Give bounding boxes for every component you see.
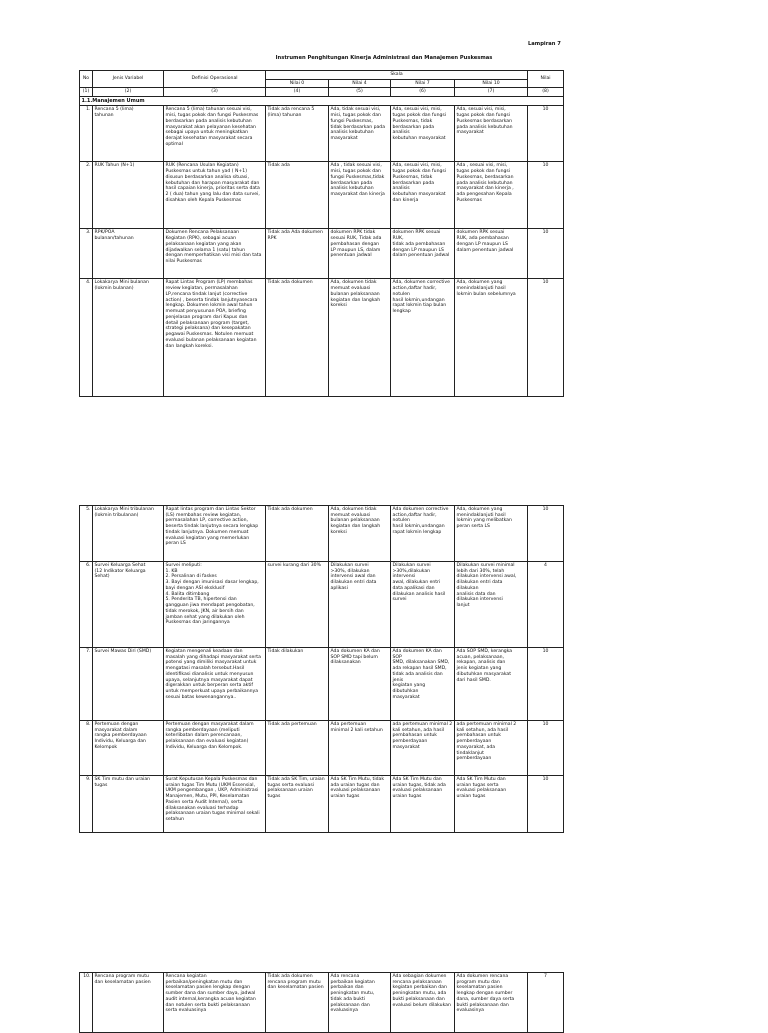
- cell-jenis-variabel: Rencana program mutu dan keselamatan pasien: [93, 973, 164, 1033]
- cell-nilai-10: Ada, dokumen yang menindaklanjuti hasil lokmin bulan sebelumnya: [455, 279, 528, 397]
- cell-nilai-0: Tidak ada Ada dokumen RPK: [266, 229, 329, 279]
- cell-nilai: 10: [528, 648, 564, 721]
- row-number: 3.: [80, 229, 93, 279]
- header-no: No: [80, 71, 93, 88]
- header-nilai-4: Nilai 4: [329, 79, 391, 88]
- cell-nilai-0: Tidak ada pertemuan: [266, 721, 329, 776]
- cell-definisi-operasional: Survei meliputi: 1. KB 2. Persalinan di faskes 3. Bayi dengan imunisasi dasar lengkap, bayi dengan ASI eksklusif 4. Balita ditimbang 5. Penderita TB, hipertensi dan gangguan jiwa mendapat pengobatan, tidak merokok, JKN, air bersih dan jamban sehat yang dilakukan oleh Puskesmas dan jaringannya: [164, 562, 266, 648]
- cell-nilai-4: Ada dokumen KA dan SOP SMD tapi belum dilaksanakan: [329, 648, 391, 721]
- colnum: (4): [266, 88, 329, 97]
- colnum: (1): [80, 88, 93, 97]
- cell-jenis-variabel: RPK/POA bulanan/tahunan: [93, 229, 164, 279]
- table-row: [80, 506, 564, 562]
- table-row: [80, 648, 564, 721]
- header-nilai: Nilai: [528, 71, 564, 88]
- row-number: 1.: [80, 106, 93, 162]
- cell-nilai-4: Ada, tidak sesuai visi, misi, tugas pokok dan fungsi Puskesmas, tidak berdasarkan pada analisis kebutuhan masyarakat: [329, 106, 391, 162]
- cell-nilai-0: Tidak ada: [266, 162, 329, 229]
- cell-nilai-10: Ada , sesuai visi, misi, tugas pokok dan fungsi Puskesmas, berdasarkan pada analisis kebutuhan masyarakat dan kinerja , ada pengesahan Kepala Puskesmas: [455, 162, 528, 229]
- header-definisi-operasional: Definisi Operasional: [164, 71, 266, 88]
- row-number: 2.: [80, 162, 93, 229]
- cell-nilai-0: Tidak ada dokumen rencana program mutu dan keselamatan pasien: [266, 973, 329, 1033]
- colnum: (6): [391, 88, 455, 97]
- row-number: 6.: [80, 562, 93, 648]
- header-nilai-7: Nilai 7: [391, 79, 455, 88]
- header-skala: Skala: [266, 71, 528, 80]
- cell-nilai-0: Tidak ada SK Tim, uraian tugas serta evaluasi pelaksanaan uraian tugas: [266, 776, 329, 833]
- cell-nilai-10: Ada dokumen rencana program mutu dan keselamatan pasien lengkap dengan sumber dana, sumber daya serta bukti pelaksanaan dan evaluasinya: [455, 973, 528, 1033]
- cell-nilai-4: Ada SK Tim Mutu, tidak ada uraian tugas dan evaluasi pelaksanaan uraian tugas: [329, 776, 391, 833]
- cell-nilai-4: Ada, dokumen tidak memuat evaluasi bulanan pelaksanaan kegiatan dan langkah koreksi: [329, 506, 391, 562]
- cell-nilai-10: Dilakukan survei minimal lebih dari 30%, telah dilakukan intervensi awal, dilakukan entri data dilakukan analisis data dan dilakukan intervensi lanjut: [455, 562, 528, 648]
- table-row: [80, 776, 564, 833]
- cell-definisi-operasional: Kegiatan mengenali keadaan dan masalah yang dihadapi masyarakat serta potensi yang dimiliki masyarakat untuk mengatasi masalah tersebut.Hasil identifikasi dianalisis untuk menyusun upaya, selanjutnya masyarakat dapat digerakkan untuk berperan serta aktif untuk memperkuat upaya perbaikannya sesuai batas kewenangannya..: [164, 648, 266, 721]
- cell-nilai-10: Ada, dokumen yang menindaklanjuti hasil lokmin yang melibatkan peran serta LS: [455, 506, 528, 562]
- cell-definisi-operasional: Rapat lintas program dan Lintas Sektor (LS) membahas review kegiatan, permasalahan LP, corrective action, beserta tindak lanjutnya secara lengkap tindak lanjutnya. Dokumen memuat evaluasi kegiatan yang memerlukan peran LS: [164, 506, 266, 562]
- colnum: (5): [329, 88, 391, 97]
- cell-nilai: 4: [528, 562, 564, 648]
- header-nilai-10: Nilai 10: [455, 79, 528, 88]
- cell-nilai-0: Tidak dilakukan: [266, 648, 329, 721]
- colnum: (2): [93, 88, 164, 97]
- cell-nilai: 10: [528, 506, 564, 562]
- cell-jenis-variabel: SK Tim mutu dan uraian tugas: [93, 776, 164, 833]
- cell-nilai-10: Ada SOP SMD, kerangka acuan, pelaksanaan, rekapan, analisis dan jenis kegiatan yang dibutuhkan masyarakat dari hasil SMD.: [455, 648, 528, 721]
- cell-nilai: 10: [528, 229, 564, 279]
- cell-jenis-variabel: Pertemuan dengan masyarakat dalam rangka pemberdayaan Individu, Keluarga dan Kelompok: [93, 721, 164, 776]
- cell-nilai-7: ada pertemuan minimal 2 kali setahun, ada hasil pembahasan untuk pemberdayaan masyarakat: [391, 721, 455, 776]
- cell-nilai-0: Tidak ada rencana 5 (lima) tahunan: [266, 106, 329, 162]
- cell-nilai-0: Tidak ada dokumen: [266, 506, 329, 562]
- cell-definisi-operasional: Rencana 5 (lima) tahunan sesuai visi, misi, tugas pokok dan fungsi Puskesmas berdasarkan pada analisis kebutuhan masyarakat akan pelayanan kesehatan sebagai upaya untuk meningkatkan derajat kesehatan masyarakat secara optimal: [164, 106, 266, 162]
- cell-nilai-7: Ada, dokumen corrective action,daftar hadir, notulen hasil lokmin,undangan rapat lokmin tiap bulan lengkap: [391, 279, 455, 397]
- cell-jenis-variabel: Lokakarya Mini tribulanan (lokmin tribulanan): [93, 506, 164, 562]
- cell-nilai-4: Ada, dokumen tidak memuat evaluasi bulanan pelaksanaan kegiatan dan langkah koreksi: [329, 279, 391, 397]
- cell-nilai-0: Tidak ada dokumen: [266, 279, 329, 397]
- cell-nilai-4: Dilakukan survei >30%, dilakukan intervensi awal dan dilakukan entri data aplikasi: [329, 562, 391, 648]
- header-jenis-variabel: Jenis Variabel: [93, 71, 164, 88]
- cell-nilai-7: Ada SK Tim Mutu dan uraian tugas, tidak ada evaluasi pelaksanaan uraian tugas: [391, 776, 455, 833]
- cell-nilai-7: Ada, sesuai visi, misi, tugas pokok dan fungsi Puskesmas, tidak berdasarkan pada analisis kebutuhan masyarakat dan kinerja: [391, 162, 455, 229]
- cell-nilai-7: Ada dokumen corrective action,daftar hadir, notulen hasil lokmin,undangan rapat lokmin lengkap: [391, 506, 455, 562]
- cell-nilai: 10: [528, 279, 564, 397]
- cell-nilai-0: survei kurang dari 30%: [266, 562, 329, 648]
- table-row: [80, 562, 564, 648]
- cell-nilai: 10: [528, 162, 564, 229]
- document-title: Instrumen Penghitungan Kinerja Administrasi dan Manajemen Puskesmas: [275, 55, 493, 61]
- row-number: 10.: [80, 973, 93, 1033]
- colnum: (8): [528, 88, 564, 97]
- cell-nilai-10: ada pertemuan minimal 2 kali setahun, ada hasil pembahasan untuk pemberdayaan masyarakat, ada tindaklanjut pemberdayaan: [455, 721, 528, 776]
- cell-jenis-variabel: Lokakarya Mini bulanan (lokmin bulanan): [93, 279, 164, 397]
- table-row: [80, 162, 564, 229]
- cell-nilai-10: dokumen RPK sesuai RUK, ada pembahasan dengan LP maupun LS dalam penentuan jadwal: [455, 229, 528, 279]
- cell-nilai-4: Ada pertemuan minimal 2 kali setahun: [329, 721, 391, 776]
- instrument-table-part-1: [79, 70, 564, 397]
- cell-definisi-operasional: Rencana kegiatan perbaikan/peningkatan mutu dan keselamatan pasien lengkap dengan sumber dana dan sumber daya, jadwal audit internal,kerangka acuan kegiatan dan notulen serta bukti pelaksanaan serta evaluasinya: [164, 973, 266, 1033]
- cell-nilai-7: Ada dokumen KA dan SOP SMD, dilaksanakan SMD, ada rekapan hasil SMD, tidak ada analisis dan jenis kegiatan yang dibutuhkan masyarakat: [391, 648, 455, 721]
- cell-nilai-10: Ada, sesuai visi, misi, tugas pokok dan fungsi Puskesmas berdasarkan pada analisis kebutuhan masyarakat: [455, 106, 528, 162]
- table-row: [80, 279, 564, 397]
- cell-nilai-7: Ada, sesuai visi, misi, tugas pokok dan fungsi Puskesmas, tidak berdasarkan pada analisis kebutuhan masyarakat: [391, 106, 455, 162]
- cell-jenis-variabel: RUK Tahun (N+1): [93, 162, 164, 229]
- cell-jenis-variabel: Survei Keluarga Sehat (12 Indikator Keluarga Sehat): [93, 562, 164, 648]
- row-number: 4.: [80, 279, 93, 397]
- cell-nilai: 10: [528, 721, 564, 776]
- cell-nilai-10: Ada SK Tim Mutu dan uraian tugas serta evaluasi pelaksanaan uraian tugas: [455, 776, 528, 833]
- cell-nilai-4: Ada rencana perbaikan kegiatan perbaikan dan peningkatan mutu, tidak ada bukti pelaksanaan dan evaluasinya: [329, 973, 391, 1033]
- cell-nilai: 10: [528, 106, 564, 162]
- cell-nilai-7: Dilakukan survei >30%,dilakukan intervensi awal, dilakukan entri data apalikasi dan dilakukan analisis hasil survei: [391, 562, 455, 648]
- cell-nilai: 10: [528, 776, 564, 833]
- cell-definisi-operasional: Surat Keputusan Kepala Puskesmas dan uraian tugas Tim Mutu (UKM Essensial, UKM pengembangan , UKP, Administrasi Manajemen, Mutu, PPI, Keselamatan Pasien serta Audit Internal), serta dilaksanakan evaluasi terhadap pelaksanaan uraian tugas minimal sekali setahun: [164, 776, 266, 833]
- header-nilai-0: Nilai 0: [266, 79, 329, 88]
- row-number: 8.: [80, 721, 93, 776]
- colnum: (7): [455, 88, 528, 97]
- row-number: 7.: [80, 648, 93, 721]
- lampiran-label: Lampiran 7: [528, 41, 561, 47]
- cell-definisi-operasional: Pertemuan dengan masyarakat dalam rangka pemberdayaan (meliputi keterlibatan dalam perencanaan, pelaksanaan dan evaluasi kegiatan) Individu, Keluarga dan Kelompok.: [164, 721, 266, 776]
- cell-nilai-7: Ada sebagian dokumen rencana pelaksanaan kegiatan perbaikan dan peningkatan mutu, ada bukti pelaksanaan dan evaluasi belum dilakukan: [391, 973, 455, 1033]
- cell-jenis-variabel: Survei Mawas Diri (SMD): [93, 648, 164, 721]
- cell-nilai-7: dokumen RPK sesuai RUK, tidak ada pembahasan dengan LP maupun LS dalam penentuan jadwal: [391, 229, 455, 279]
- table-row: [80, 721, 564, 776]
- cell-definisi-operasional: RUK (Rencana Usulan Kegiatan) Puskesmas untuk tahun yad ( N+1) disusun berdasarkan analisa situasi, kebutuhan dan harapan masyarakat dan hasil capaian kinerja, prioritas serta data 2 ( dua) tahun yang lalu dan data survei, disahkan oleh Kepala Puskesmas: [164, 162, 266, 229]
- colnum: (3): [164, 88, 266, 97]
- instrument-table-part-2: [79, 505, 564, 833]
- cell-definisi-operasional: Dokumen Rencana Pelaksanaan Kegiatan (RPK), sebagai acuan pelaksanaan kegiatan yang akan dijadwalkan selama 1 (satu) tahun dengan memperhatikan visi misi dan tata nilai Puskesmas: [164, 229, 266, 279]
- cell-nilai-4: dokumen RPK tidak sesuai RUK, Tidak ada pembahasan dengan LP maupun LS, dalam penentuan jadwal: [329, 229, 391, 279]
- cell-nilai: 7: [528, 973, 564, 1033]
- table-row: [80, 106, 564, 162]
- table-row: [80, 229, 564, 279]
- row-number: 5.: [80, 506, 93, 562]
- cell-nilai-4: Ada , tidak sesuai visi, misi, tugas pokok dan fungsi Puskesmas,tidak berdasarkan pada analisis kebutuhan masyarakat dan kinerja: [329, 162, 391, 229]
- cell-jenis-variabel: Rencana 5 (lima) tahunan: [93, 106, 164, 162]
- cell-definisi-operasional: Rapat Lintas Program (LP) membahas review kegiatan, permasalahan LP,rencana tindak lanjut (corrective action) , beserta tindak lanjutnyasecara lengkap. Dokumen lokmin awal tahun memuat penyusunan POA, briefing penjelasan program dari Kapus dan detail pelaksanaan program (target, strategi pelaksana) dan kesepakatan pegawai Puskesmas. Notulen memuat evaluasi bulanan pelaksanaan kegiatan dan langkah koreksi.: [164, 279, 266, 397]
- section-title: 1.1.Manajemen Umum: [80, 97, 564, 106]
- row-number: 9.: [80, 776, 93, 833]
